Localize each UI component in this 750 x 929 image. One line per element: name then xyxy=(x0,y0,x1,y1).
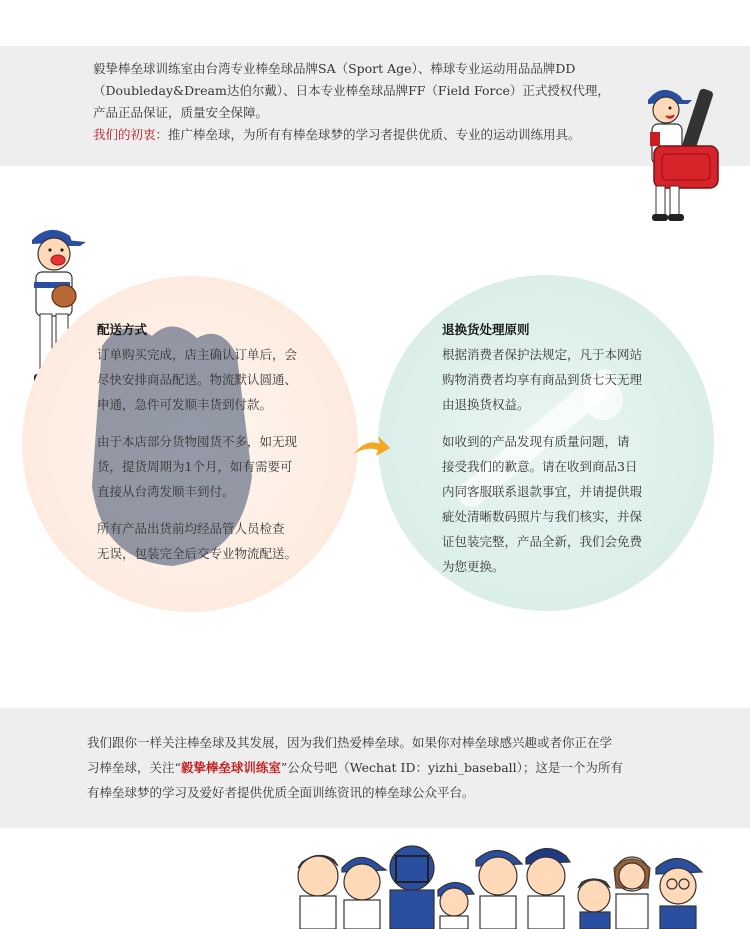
returns-p1-line-2: 购物消费者均享有商品到货七天无理 xyxy=(442,372,643,387)
returns-p2-line-2: 接受我们的歉意。请在收到商品3日 xyxy=(442,459,638,474)
returns-p2-line-4: 疵处清晰数码照片与我们核实，并保 xyxy=(442,509,643,524)
mission-line xyxy=(93,124,648,146)
shipping-p2-line-2: 货，提货周期为1个月，如有需要可 xyxy=(97,459,293,474)
shipping-p2-line-1: 由于本店部分货物囤货不多，如无现 xyxy=(97,434,298,449)
shipping-section xyxy=(97,317,337,578)
shipping-p1-line-2: 尽快安排商品配送。物流默认圆通、 xyxy=(97,372,298,387)
returns-paragraph-1 xyxy=(442,342,682,417)
follow-line-1: 我们跟你一样关注棒垒球及其发展，因为我们热爱棒垒球。如果你对棒垒球感兴趣或者你正在学 xyxy=(87,735,613,750)
follow-text xyxy=(87,730,687,805)
intro-line-2: （Doubleday&Dream达伯尔戴）、日本专业棒垒球品牌FF（Field Force）正式授权代理， xyxy=(93,83,610,98)
returns-p1-line-3: 由退换货权益。 xyxy=(442,397,530,412)
arrow-right-icon xyxy=(352,434,392,460)
shipping-paragraph-2 xyxy=(97,429,337,504)
returns-paragraph-2 xyxy=(442,429,682,579)
wechat-account-name: 毅挚棒垒球训练室 xyxy=(180,760,281,775)
follow-line-2 xyxy=(87,755,687,780)
returns-title: 退换货处理原则 xyxy=(442,322,530,337)
returns-p2-line-5: 证包装完整，产品全新，我们会免费 xyxy=(442,534,643,549)
shipping-p1-line-3: 申通，急件可发顺丰货到付款。 xyxy=(97,397,273,412)
shipping-p1-line-1: 订单购买完成，店主确认订单后，会 xyxy=(97,347,298,362)
player-with-bag-illustration xyxy=(636,78,726,228)
returns-p2-line-6: 为您更换。 xyxy=(442,559,505,574)
mission-text: 推广棒垒球，为所有有棒垒球梦的学习者提供优质、专业的运动训练用具。 xyxy=(168,127,581,142)
follow-line-2-post: ”公众号吧（Wechat ID：yizhi_baseball）；这是一个为所有 xyxy=(280,760,623,775)
follow-line-2-pre: 习棒垒球，关注“ xyxy=(87,760,181,775)
intro-line-1: 毅挚棒垒球训练室由台湾专业棒垒球品牌SA（Sport Age）、棒球专业运动用品品牌DD xyxy=(93,61,576,76)
shipping-p3-line-1: 所有产品出货前均经品管人员检查 xyxy=(97,521,285,536)
shipping-title: 配送方式 xyxy=(97,322,148,337)
returns-section xyxy=(442,317,682,591)
shipping-p2-line-3: 直接从台湾发顺丰到付。 xyxy=(97,484,235,499)
follow-line-3: 有棒垒球梦的学习及爱好者提供优质全面训练资讯的棒垒球公众平台。 xyxy=(87,785,475,800)
shipping-paragraph-3 xyxy=(97,516,337,566)
shipping-p3-line-2: 无误，包装完全后交专业物流配送。 xyxy=(97,546,298,561)
returns-p2-line-1: 如收到的产品发现有质量问题，请 xyxy=(442,434,630,449)
shipping-paragraph-1 xyxy=(97,342,337,417)
intro-line-3: 产品正品保证，质量安全保障。 xyxy=(93,105,269,120)
returns-p2-line-3: 内同客服联系退款事宜，并请提供瑕 xyxy=(442,484,643,499)
returns-p1-line-1: 根据消费者保护法规定，凡于本网站 xyxy=(442,347,643,362)
intro-text xyxy=(93,58,648,146)
team-players-illustration xyxy=(290,838,720,929)
mission-label: 我们的初衷： xyxy=(93,127,169,142)
